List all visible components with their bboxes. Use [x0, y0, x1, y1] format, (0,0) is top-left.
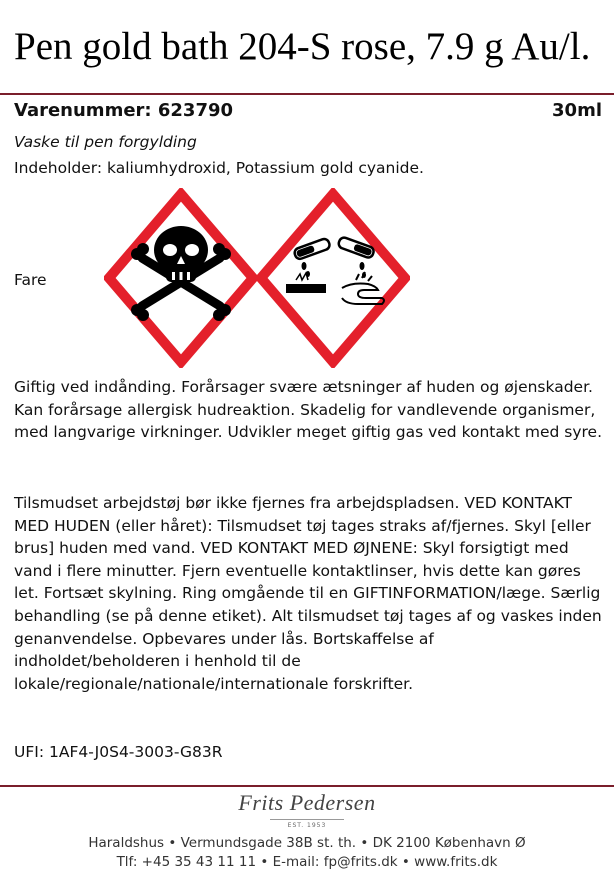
- hazard-statements: Giftig ved indånding. Forårsager svære ætsninger af huden og øjenskader. Kan forårsage allergisk hudreaktion. Skadelig for vandlevende organismer, med langvarige virkninger. Udvikler meget giftig gas ved kontakt med syre.: [14, 378, 603, 442]
- footer-address: Haraldshus • Vermundsgade 38B st. th. • DK 2100 København Ø: [88, 835, 526, 851]
- brand-established: EST. 1953: [287, 822, 327, 829]
- skull-crossbones-icon: [104, 188, 258, 368]
- brand-logo: Frits Pedersen: [238, 790, 376, 815]
- header-divider: [0, 93, 614, 95]
- footer-divider: [0, 785, 614, 787]
- article-number: Varenummer: 623790: [14, 100, 234, 121]
- contains-line: Indeholder: kaliumhydroxid, Potassium gold cyanide.: [14, 159, 424, 177]
- footer-contact: Tlf: +45 35 43 11 11 • E-mail: fp@frits.dk • www.frits.dk: [116, 854, 498, 870]
- signal-word: Fare: [14, 271, 47, 289]
- ufi-code: UFI: 1AF4-J0S4-3003-G83R: [14, 743, 223, 761]
- precautionary-statements: Tilsmudset arbejdstøj bør ikke fjernes fra arbejdspladsen. VED KONTAKT MED HUDEN (eller håret): Tilsmudset tøj tages straks af/fjernes. Skyl [eller brus] huden med vand. VED KONTAKT MED ØJNENE: Skyl forsigtigt med vand i flere minutter. Fjern eventuelle kontaktlinser, hvis dette kan gøres let. Fortsæt skylning. Ring omgående til en GIFTINFORMATION/læge. Særlig behandling (se på denne etiket). Alt tilsmudset tøj tages af og vaskes inden genanvendelse. Opbevares under lås. Bortskaffelse af indholdet/beholderen i henhold til de lokale/regionale/nationale/internationale forskrifter.: [14, 494, 602, 693]
- product-subtitle: Vaske til pen forgylding: [14, 133, 197, 151]
- volume-label: 30ml: [552, 100, 602, 121]
- corrosion-icon: [256, 188, 410, 368]
- product-title: Pen gold bath 204-S rose, 7.9 g Au/l.: [14, 25, 591, 68]
- logo-underline: [270, 819, 344, 820]
